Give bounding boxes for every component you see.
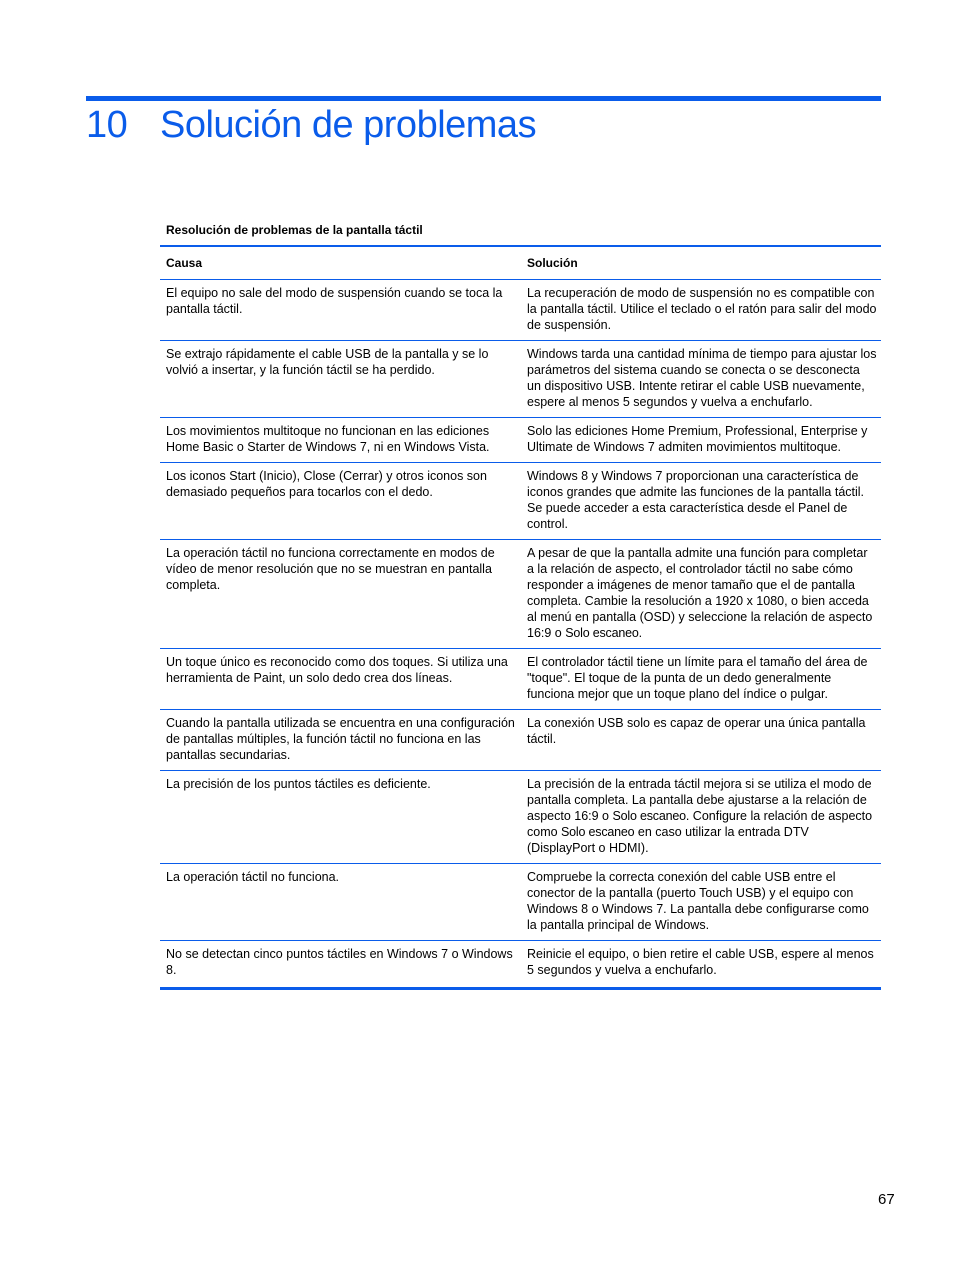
- solution-text: en caso utilizar la entrada DTV (DisplayPort o HDMI).: [527, 825, 809, 855]
- solution-cell: El controlador táctil tiene un límite para el tamaño del área de "toque". El toque de la punta de un dedo generalmente funciona mejor que un toque plano del índice o pulgar.: [521, 649, 881, 710]
- chapter-title-text: Solución de problemas: [160, 104, 537, 146]
- cause-cell: La operación táctil no funciona.: [160, 864, 521, 941]
- chapter-number: 10: [86, 104, 128, 146]
- solution-cell: La recuperación de modo de suspensión no es compatible con la pantalla táctil. Utilice el teclado o el ratón para salir del modo de suspensión.: [521, 280, 881, 341]
- solution-cell: Compruebe la correcta conexión del cable USB entre el conector de la pantalla (puerto Touch USB) y el equipo con Windows 8 o Windows 7. La pantalla debe configurarse como la pantalla principal de Windows.: [521, 864, 881, 941]
- cause-cell: Los iconos Start (Inicio), Close (Cerrar) y otros iconos son demasiado pequeños para tocarlos con el dedo.: [160, 463, 521, 540]
- table-row: [160, 540, 881, 649]
- table-caption: Resolución de problemas de la pantalla táctil: [166, 223, 423, 237]
- table-header-row: [160, 246, 881, 280]
- cause-cell: Un toque único es reconocido como dos toques. Si utiliza una herramienta de Paint, un solo dedo crea dos líneas.: [160, 649, 521, 710]
- table-row: [160, 941, 881, 989]
- solution-cell: Windows tarda una cantidad mínima de tiempo para ajustar los parámetros del sistema cuando se conecta o se desconecta un dispositivo USB. Intente retirar el cable USB nuevamente, espere al menos 5 segundos y vuelva a enchufarlo.: [521, 341, 881, 418]
- cause-cell: La operación táctil no funciona correctamente en modos de vídeo de menor resolución que no se muestran en pantalla completa.: [160, 540, 521, 649]
- solution-cell: Solo las ediciones Home Premium, Professional, Enterprise y Ultimate de Windows 7 admiten movimientos multitoque.: [521, 418, 881, 463]
- column-header-cause: Causa: [160, 246, 521, 280]
- table-row: [160, 418, 881, 463]
- solution-cell: La conexión USB solo es capaz de operar una única pantalla táctil.: [521, 710, 881, 771]
- page-number: 67: [878, 1191, 895, 1208]
- ui-term-solo-escaneo: Solo escaneo: [612, 809, 686, 823]
- cause-cell: Se extrajo rápidamente el cable USB de la pantalla y se lo volvió a insertar, y la función táctil se ha perdido.: [160, 341, 521, 418]
- table-row: [160, 864, 881, 941]
- cause-cell: La precisión de los puntos táctiles es deficiente.: [160, 771, 521, 864]
- chapter-title: [86, 104, 536, 147]
- table-row: [160, 280, 881, 341]
- solution-cell: [521, 771, 881, 864]
- solution-text: La precisión de la entrada táctil mejora si se utiliza el modo de pantalla completa. La pantalla debe ajustarse a la relación de aspecto 16:9 o: [527, 777, 872, 823]
- chapter-rule: [86, 96, 881, 101]
- cause-cell: Los movimientos multitoque no funcionan en las ediciones Home Basic o Starter de Windows 7, ni en Windows Vista.: [160, 418, 521, 463]
- table-row: [160, 710, 881, 771]
- solution-cell: Reinicie el equipo, o bien retire el cable USB, espere al menos 5 segundos y vuelva a enchufarlo.: [521, 941, 881, 989]
- table-row: [160, 463, 881, 540]
- table-row: [160, 771, 881, 864]
- solution-cell: Windows 8 y Windows 7 proporcionan una característica de iconos grandes que admite las funciones de la pantalla táctil. Se puede acceder a esta característica desde el Panel de control.: [521, 463, 881, 540]
- solution-cell: [521, 540, 881, 649]
- troubleshooting-table: [160, 245, 881, 990]
- table-row: [160, 649, 881, 710]
- cause-cell: El equipo no sale del modo de suspensión cuando se toca la pantalla táctil.: [160, 280, 521, 341]
- cause-cell: Cuando la pantalla utilizada se encuentra en una configuración de pantallas múltiples, la función táctil no funciona en las pantallas secundarias.: [160, 710, 521, 771]
- solution-text: . Configure la relación de aspecto como: [527, 809, 873, 839]
- ui-term-solo-escaneo: Solo escaneo: [561, 825, 635, 839]
- cause-cell: No se detectan cinco puntos táctiles en Windows 7 o Windows 8.: [160, 941, 521, 989]
- ui-term-solo-escaneo: Solo escaneo: [565, 626, 639, 640]
- column-header-solution: Solución: [521, 246, 881, 280]
- table-row: [160, 341, 881, 418]
- solution-text: .: [638, 626, 643, 640]
- solution-text: A pesar de que la pantalla admite una función para completar a la relación de aspecto, el controlador táctil no sabe cómo responder a imágenes de menor tamaño que el de pantalla completa. Cambie la resolución a 1920 x 1080, o bien acceda al menú en pantalla (OSD) y seleccione la relación de aspecto 16:9 o: [527, 546, 873, 640]
